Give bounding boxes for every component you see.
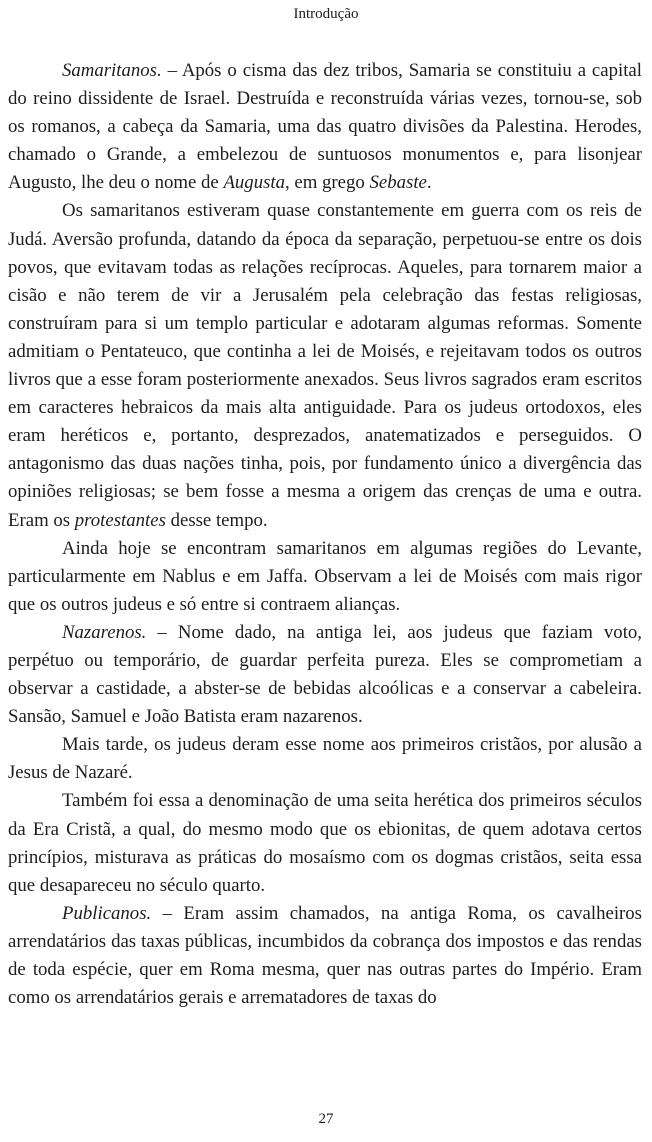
paragraph-nazarenos-cristaos xyxy=(8,731,642,787)
term-publicanos: Publicanos. xyxy=(62,902,152,924)
paragraph-text: . xyxy=(426,172,432,194)
paragraph-nazarenos xyxy=(8,619,642,731)
paragraph-samaritanos-hoje xyxy=(8,535,642,619)
paragraph-text: Ainda hoje se encontram samaritanos em algumas regiões do Levante, particularmente em Nablus e em Jaffa. Observam a lei de Moisés com mais rigor que os outros judeus e só entre si contraem alianças. xyxy=(8,537,642,615)
paragraph-text: Também foi essa a denominação de uma seita herética dos primeiros séculos da Era Cristã, a qual, do mesmo modo que os ebionitas, de quem adotava certos princípios, misturava as práticas do mosaísmo com os dogmas cristãos, seita essa que desapareceu no século quarto. xyxy=(8,790,642,896)
term-samaritanos: Samaritanos. xyxy=(62,60,162,81)
page-body xyxy=(8,57,642,1012)
paragraph-nazarenos-seita xyxy=(8,787,642,899)
paragraph-samaritanos xyxy=(8,57,642,197)
term-nazarenos: Nazarenos. xyxy=(62,621,147,643)
paragraph-text: desse tempo. xyxy=(165,509,268,531)
emphasis-augusta: Augusta xyxy=(223,172,285,194)
paragraph-publicanos xyxy=(8,900,642,1012)
page-number: 27 xyxy=(318,1111,334,1127)
emphasis-protestantes: protestantes xyxy=(74,509,166,531)
paragraph-text: – Após o cisma das dez tribos, Samaria se constituiu a capital do reino dissidente de Israel. Destruída e reconstruída várias vezes, tornou-se, sob os romanos, a cabeça da Samaria, uma das quatro divisões da Palestina. Herodes, chamado o Grande, a embelezou de suntuosos monumentos e, para lisonjear Augusto, lhe deu o nome de xyxy=(8,60,642,194)
paragraph-text: – Nome dado, na antiga lei, aos judeus que faziam voto, perpétuo ou temporário, de guardar perfeita pureza. Eles se comprometiam a observar a castidade, a abster-se de bebidas alcoólicas e a conservar a cabeleira. Sansão, Samuel e João Batista eram nazarenos. xyxy=(8,621,642,728)
paragraph-samaritanos-guerra xyxy=(8,197,642,534)
paragraph-text: Mais tarde, os judeus deram esse nome aos primeiros cristãos, por alusão a Jesus de Nazaré. xyxy=(8,734,642,784)
running-header: Introdução xyxy=(293,6,359,22)
paragraph-text: , em grego xyxy=(285,172,370,194)
paragraph-text: Os samaritanos estiveram quase constantemente em guerra com os reis de Judá. Aversão profunda, datando da época da separação, perpetuou-se entre os dois povos, que evitavam todas as relações recíprocas. Aqueles, para tornarem maior a cisão e não terem de vir a Jerusalém pela celebração das festas religiosas, construíram para si um templo particular e adotaram algumas reformas. Somente admitiam o Pentateuco, que continha a lei de Moisés, e rejeitavam todos os outros livros que a esse foram posteriormente anexados. Seus livros sagrados eram escritos em caracteres hebraicos da mais alta antiguidade. Para os judeus ortodoxos, eles eram heréticos e, portanto, desprezados, anatematizados e perseguidos. O antagonismo das duas nações tinha, pois, por fundamento único a divergência das opiniões religiosas; se bem fosse a mesma a origem das crenças de uma e outra. Eram os xyxy=(8,200,642,531)
emphasis-sebaste: Sebaste xyxy=(369,172,427,194)
paragraph-text: – Eram assim chamados, na antiga Roma, os cavalheiros arrendatários das taxas públicas, incumbidos da cobrança dos impostos e das rendas de toda espécie, quer em Roma mesma, quer nas outras partes do Império. Eram como os arrendatários gerais e arrematadores de taxas do xyxy=(8,902,642,1009)
